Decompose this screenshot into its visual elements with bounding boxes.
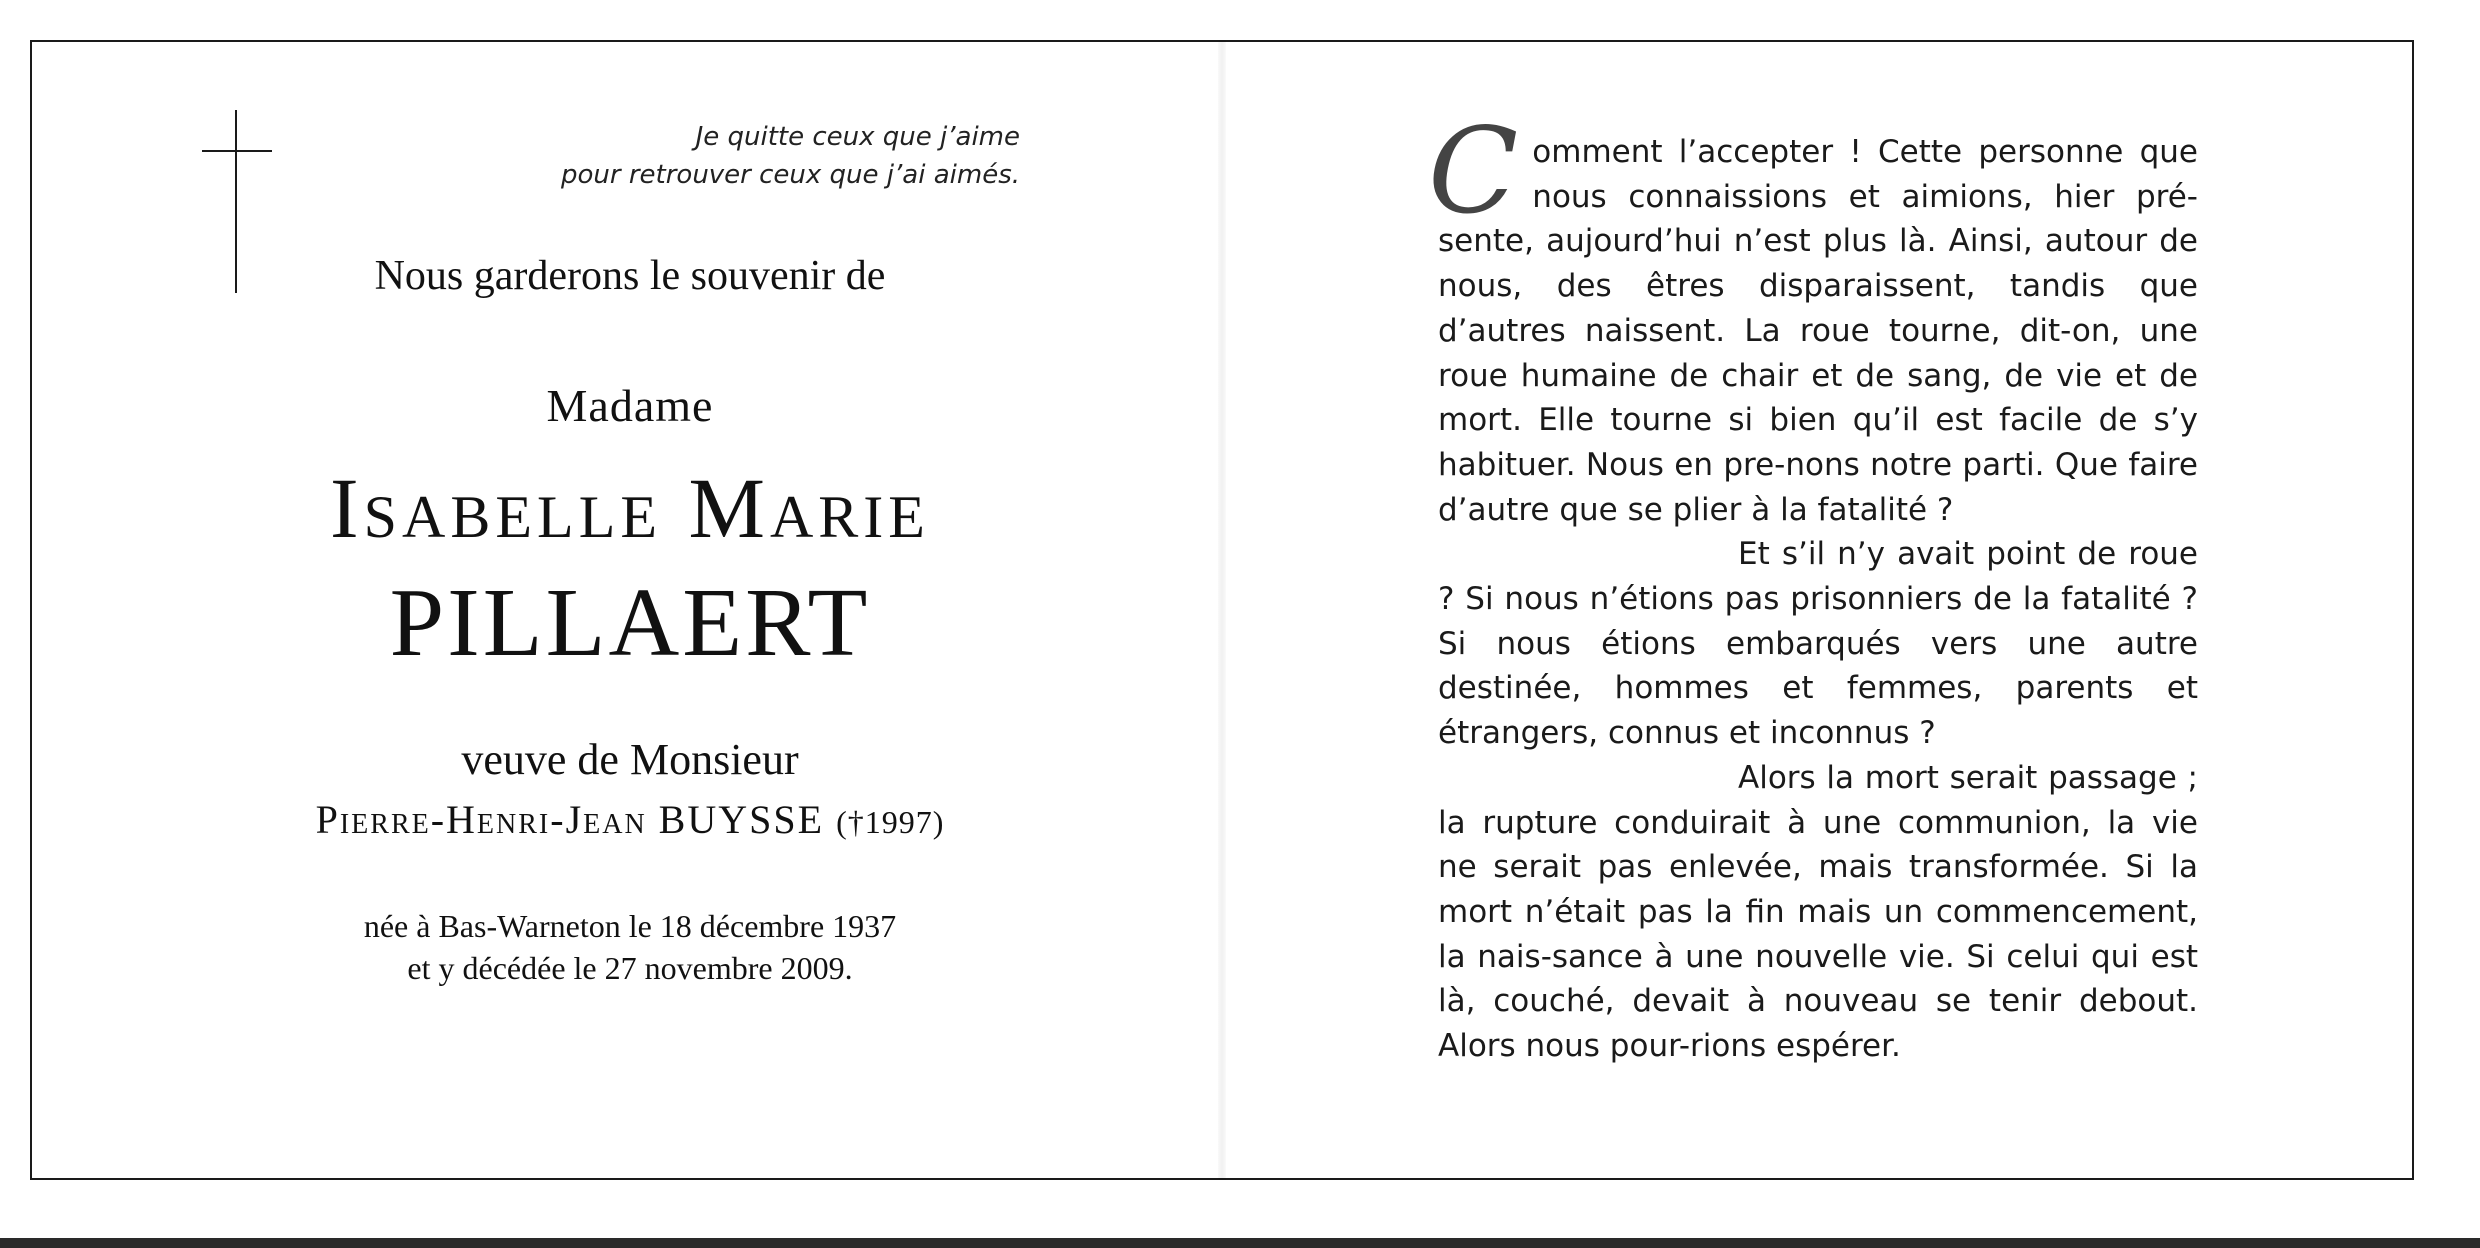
husband-name: Pierre-Henri-Jean BUYSSE [315,797,825,842]
given-names: Isabelle Marie [330,460,930,556]
title-text: Madame [546,380,714,431]
husband-death-year: (†1997) [836,804,945,840]
husband-line [130,795,1130,847]
reflection-paragraph-1 [1428,102,2198,532]
paragraph-1-text: omment l’accepter ! Cette personne que nous connaissions et aimions, hier pré-sente, aujourd’hui n’est plus là. Ainsi, autour de nous, des êtres disparaissent, tandis que d’autres naissent. La roue tourne, dit-on, une roue humaine de chair et de sang, de vie et de mort. Elle tourne si bien qu’il est facile de s’y habituer. Nous en pre-nons notre parti. Que faire d’autre que se plier à la fatalité ? [1438,134,2198,528]
epigraph [561,118,1020,194]
card-fold [1218,40,1226,1180]
reflection-paragraph-3: Alors la mort serait passage ; la rupture conduirait à une communion, la vie ne serait pas enlevée, mais transformée. Si la mort n’était pas la fin mais un commencement, la nais-sance à une nouvelle vie. Si celui qui est là, couché, devait à nouveau se tenir debout. Alors nous pour-rions espérer. [1438,759,2198,1065]
epigraph-line-2: pour retrouver ceux que j’ai aimés. [561,160,1020,190]
reflection-paragraph-2: Et s’il n’y avait point de roue ? Si nous n’étions pas prisonniers de la fatalité ? Si nous étions embarqués vers une autre destinée, hommes et femmes, parents et étrangers, connus et inconnus ? [1438,536,2198,752]
scan-edge [0,1238,2480,1248]
reflection-text [1428,102,2198,1069]
death-line: et y décédée le 27 novembre 2009. [407,950,853,986]
epigraph-line-1: Je quitte ceux que j’aime [695,122,1020,152]
intro-text: Nous garderons le souvenir de [374,253,886,299]
drop-cap-letter: C [1428,102,1519,240]
life-dates [130,905,1130,989]
birth-line: née à Bas-Warneton le 18 décembre 1937 [363,908,897,944]
widow-line: veuve de Monsieur [461,735,799,784]
surname: PILLAERT [389,569,871,677]
